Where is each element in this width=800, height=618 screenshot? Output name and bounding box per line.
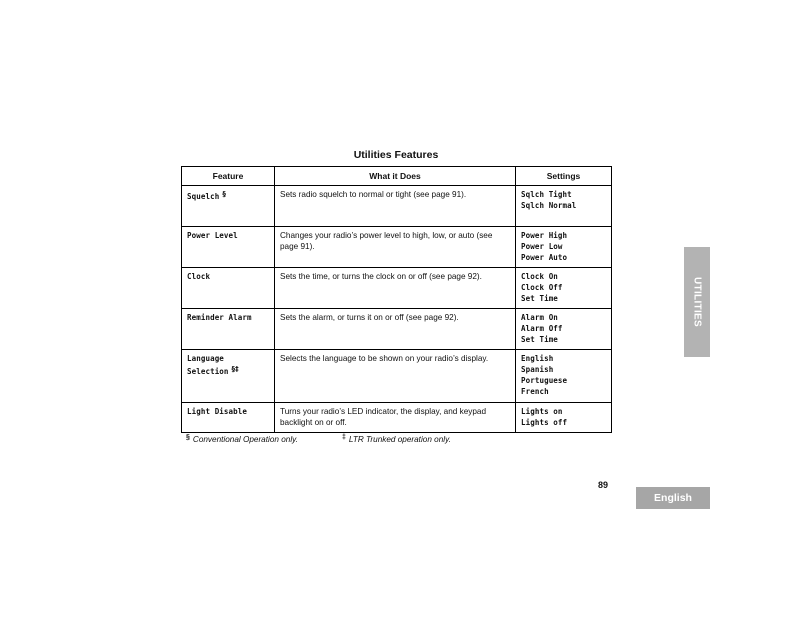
feature-name: Light Disable — [187, 407, 247, 416]
table-row — [182, 350, 612, 403]
table-row — [182, 309, 612, 350]
setting-option: Power High — [521, 231, 568, 240]
settings-cell — [516, 403, 612, 433]
setting-option: Portuguese — [521, 376, 568, 385]
column-header-what-it-does: What it Does — [275, 167, 516, 186]
settings-cell — [516, 227, 612, 268]
table-row — [182, 403, 612, 433]
description-cell: Selects the language to be shown on your radio’s display. — [275, 350, 516, 403]
table-row — [182, 186, 612, 227]
feature-name: Squelch — [187, 192, 220, 201]
setting-option: Power Auto — [521, 253, 568, 262]
feature-name: Power Level — [187, 231, 238, 240]
feature-cell — [182, 227, 275, 268]
setting-option: Power Low — [521, 242, 563, 251]
setting-option: Set Time — [521, 294, 558, 303]
footnote-mark: §‡ — [231, 365, 239, 373]
footnote-mark: § — [186, 434, 190, 441]
feature-cell — [182, 186, 275, 227]
page-number: 89 — [598, 480, 609, 490]
footnote-ltr — [342, 434, 451, 444]
setting-option: Alarm Off — [521, 324, 563, 333]
section-side-tab-label: UTILITIES — [691, 277, 703, 327]
table-row — [182, 268, 612, 309]
description-cell: Turns your radio’s LED indicator, the display, and keypad backlight on or off. — [275, 403, 516, 433]
setting-option: Alarm On — [521, 313, 558, 322]
feature-cell — [182, 309, 275, 350]
setting-option: Sqlch Tight — [521, 190, 572, 199]
feature-cell — [182, 350, 275, 403]
setting-option: Sqlch Normal — [521, 201, 577, 210]
utilities-features-table — [181, 166, 612, 433]
footnote-mark: § — [222, 190, 226, 198]
footnote-text: LTR Trunked operation only. — [348, 435, 451, 444]
settings-cell — [516, 268, 612, 309]
setting-option: Clock Off — [521, 283, 563, 292]
language-tab: English — [636, 487, 710, 509]
feature-cell — [182, 403, 275, 433]
feature-name: Clock — [187, 272, 211, 281]
settings-cell — [516, 350, 612, 403]
setting-option: Spanish — [521, 365, 554, 374]
column-header-settings: Settings — [516, 167, 612, 186]
setting-option: French — [521, 387, 549, 396]
page-title: Utilities Features — [353, 149, 439, 161]
description-cell: Changes your radio’s power level to high, low, or auto (see page 91). — [275, 227, 516, 268]
feature-name-line: Selection — [187, 367, 229, 376]
feature-name: Reminder Alarm — [187, 313, 252, 322]
table-row — [182, 227, 612, 268]
footnote-conventional — [186, 434, 298, 444]
column-header-feature: Feature — [182, 167, 275, 186]
section-side-tab — [684, 247, 710, 357]
footnote-text: Conventional Operation only. — [192, 435, 298, 444]
table-header-row — [182, 167, 612, 186]
feature-name-line: Language — [187, 354, 224, 363]
description-cell: Sets the alarm, or turns it on or off (see page 92). — [275, 309, 516, 350]
description-cell: Sets the time, or turns the clock on or off (see page 92). — [275, 268, 516, 309]
description-cell: Sets radio squelch to normal or tight (see page 91). — [275, 186, 516, 227]
setting-option: Lights off — [521, 418, 568, 427]
setting-option: English — [521, 354, 554, 363]
footnote-mark: ‡ — [342, 434, 346, 441]
setting-option: Set Time — [521, 335, 558, 344]
settings-cell — [516, 309, 612, 350]
feature-cell — [182, 268, 275, 309]
settings-cell — [516, 186, 612, 227]
setting-option: Lights on — [521, 407, 563, 416]
setting-option: Clock On — [521, 272, 558, 281]
